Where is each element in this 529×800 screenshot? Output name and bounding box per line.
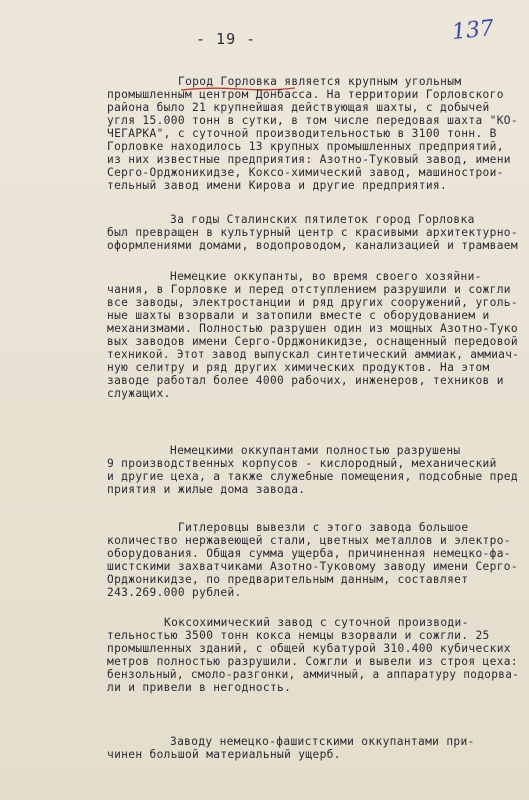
text-line: чания, в Горловке и перед отступлением разрушили и сожгли (107, 283, 511, 296)
text-line: Немецкие оккупанты, во время своего хозяйни- (170, 270, 482, 283)
text-line: угля 15.000 тонн в сутки, в том числе передовая шахта "КО- (107, 114, 518, 127)
text-line: техникой. Этот завод выпускал синтетический аммиак, аммиач- (107, 348, 520, 361)
text-line: промышленным центром Донбасса. На территории Горловского (107, 88, 504, 101)
text-line: ЧЕГАРКА", с суточной производительностью в 3100 тонн. В (107, 127, 497, 140)
text-line: и другие цеха, а также служебные помещения, подсобные пред (107, 470, 518, 483)
text-line: вых заводов имени Серго-Орджоникидзе, оснащенный передовой (107, 335, 518, 348)
text-line: механизмами. Полностью разрушен один из мощных Азотно-Туко (107, 322, 518, 335)
text-line: количество нержавеющей стали, цветных металлов и электро- (107, 534, 511, 547)
archive-folio-mark: 137 (450, 15, 496, 46)
text-line: заводе работал более 4000 рабочих, инженеров, техников и (107, 374, 504, 387)
text-line: из них известные предприятия: Азотно-Туковый завод, имени (107, 153, 511, 166)
text-line: ли и привели в негодность. (107, 681, 292, 694)
text-line: чинен большой материальный ущерб. (107, 748, 341, 761)
text-line: 9 производственных корпусов - кислородный, механический (107, 457, 497, 470)
text-line: района было 21 крупнейшая действующая шахты, с добычей (107, 101, 490, 114)
text-line: Город Горловка является крупным угольным (178, 75, 462, 88)
text-line: Коксохимический завод с суточной производи- (164, 616, 469, 629)
text-line: был превращен в культурный центр с красивыми архитектурно- (107, 226, 518, 239)
text-line: За годы Сталинских пятилеток город Горловка (170, 213, 475, 226)
text-line: метров полностью разрушили. Сожгли и вывели из строя цеха: (107, 655, 518, 668)
text-line: тельностью 3500 тонн кокса немцы взорвали и сожгли. 25 (107, 629, 490, 642)
text-line: шистскими захватчиками Азотно-Туковому заводу имени Серго- (107, 560, 518, 573)
text-line: бензольный, смоло-разгонки, аммичный, а аппаратуру подорва- (107, 668, 520, 681)
text-line: ную селитру и ряд других химических продуктов. На этом (107, 361, 490, 374)
text-line: 243.269.000 рублей. (107, 586, 242, 599)
text-line: Орджоникидзе, по предварительным данным, составляет (107, 573, 469, 586)
text-line: оформлениями домами, водопроводом, канализацией и трамваем (107, 239, 518, 252)
text-line: ные шахты взорвали и затопили вместе с оборудованием и (107, 309, 490, 322)
text-line: оборудования. Общая сумма ущерба, причиненная немецко-фа- (107, 547, 511, 560)
text-line: приятия и жилые дома завода. (107, 483, 306, 496)
text-line: служащих. (107, 387, 171, 400)
text-line: промышленных зданий, с общей кубатурой 310.400 кубических (107, 642, 511, 655)
text-line: тельный завод имени Кирова и другие предприятия. (107, 179, 448, 192)
text-line: Заводу немецко-фашистскими оккупантами при- (170, 735, 475, 748)
text-line: Гитлеровцы вывезли с этого завода большое (178, 521, 469, 534)
text-line: Горловке находилось 13 крупных промышленных предприятий, (107, 140, 504, 153)
text-line: Немецкими оккупантами полностью разрушены (170, 444, 461, 457)
page-number: - 19 - (196, 30, 257, 48)
text-line: Серго-Орджоникидзе, Коксо-химический завод, машинострои- (107, 166, 504, 179)
text-line: все заводы, электростанции и ряд других сооружений, уголь- (107, 296, 518, 309)
